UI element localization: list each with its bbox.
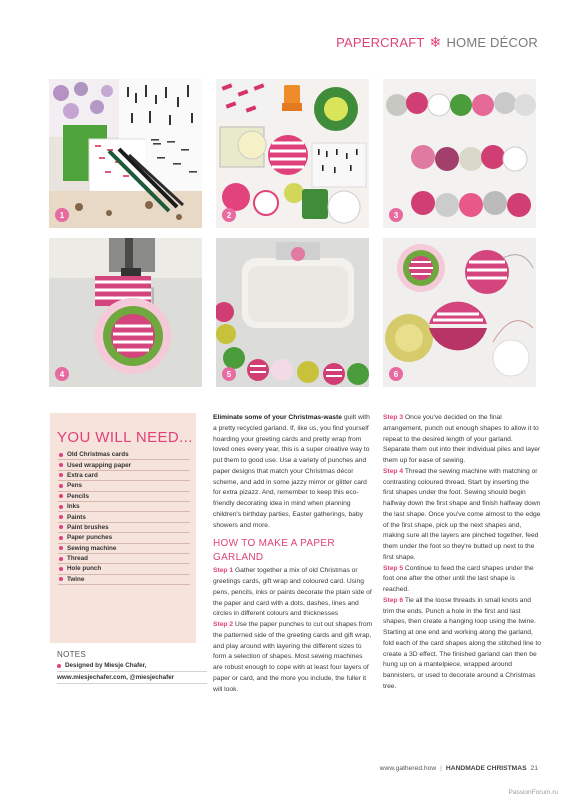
list-item: Sewing machine <box>58 544 190 554</box>
page-number: 21 <box>530 765 538 772</box>
list-item: Paper punches <box>58 533 190 543</box>
step-number-badge: 1 <box>55 208 69 222</box>
notes-box <box>57 660 207 684</box>
step-number-badge: 6 <box>389 367 403 381</box>
section-label: PAPERCRAFT <box>336 35 425 50</box>
notes-line: www.miesjechafer.com, @miesjechafer <box>57 672 207 684</box>
bullet-icon <box>59 546 63 550</box>
list-item: Pens <box>58 481 190 491</box>
bullet-icon <box>59 536 63 540</box>
magazine-name: HANDMADE CHRISTMAS <box>445 765 527 772</box>
list-item: Thread <box>58 554 190 564</box>
bullet-icon <box>59 453 63 457</box>
list-item: Hole punch <box>58 564 190 574</box>
bullet-icon <box>59 505 63 509</box>
bullet-icon <box>57 664 61 668</box>
snowflake-icon: ❄ <box>429 34 442 50</box>
photo-step-3 <box>383 79 536 228</box>
footer-url: www.gathered.how <box>379 765 437 772</box>
list-item: Paint brushes <box>58 523 190 533</box>
list-item: Used wrapping paper <box>58 460 190 470</box>
step-1: Step 1 Gather together a mix of old Christmas or greetings cards, gift wrap and coloured card. Using pens, pencils, inks or paints decorate the plain side of the paper and card with a dots, dashes, lines and circles in different colours and thicknesses <box>213 567 372 618</box>
step-number-badge: 3 <box>389 208 403 222</box>
notes-line: Designed by Miesje Chafer, <box>57 660 207 672</box>
footer-divider: | <box>440 765 442 772</box>
article-column-1 <box>213 413 373 695</box>
step-number-badge: 4 <box>55 367 69 381</box>
photo-step-2 <box>216 79 369 228</box>
bullet-icon <box>59 557 63 561</box>
section-header <box>336 34 538 51</box>
page-footer <box>380 765 538 772</box>
intro-paragraph: Eliminate some of your Christmas-waste guilt with a pretty recycled garland. If, like us, you find yourself hoarding your greeting cards and pretty wrap from loved ones every year, this is a super creative way to put them to good use. Use a variety of punches and paper designs that match your Christmas décor scheme, and add in some jazzy mirror or glitter card for extra pizazz. And, remember to keep this eco-friendly decorating idea in mind when planning children's birthday parties, Easter gatherings, baby showers and more. <box>213 414 370 529</box>
step-2: Step 2 Use the paper punches to cut out shapes from the patterned side of the greeting cards and gift wrap, and play around with layering the different sizes to form a selection of shapes. Most sewing machines are robust enough to cope with at least four layers of paper or card, and the more you include, the fuller it will look. <box>213 621 373 693</box>
bullet-icon <box>59 577 63 581</box>
list-item: Twine <box>58 575 190 585</box>
howto-heading: HOW TO MAKE A PAPER GARLAND <box>213 538 335 564</box>
step-3: Step 3 Once you've decided on the final arrangement, punch out enough shapes to allow it to repeat to the desired length of your garland. Separate them out into their individual piles and layer them up for ease of sewing. <box>383 414 541 464</box>
subsection-label: HOME DÉCOR <box>446 35 538 50</box>
step-number-badge: 5 <box>222 367 236 381</box>
photo-step-6 <box>383 238 536 387</box>
you-will-need-heading: YOU WILL NEED... <box>57 429 193 446</box>
list-item: Old Christmas cards <box>58 450 190 460</box>
bullet-icon <box>59 494 63 498</box>
list-item: Extra card <box>58 471 190 481</box>
list-item: Paints <box>58 512 190 522</box>
you-will-need-box <box>50 413 196 643</box>
photo-step-1 <box>49 79 202 228</box>
bullet-icon <box>59 515 63 519</box>
photo-step-4 <box>49 238 202 387</box>
step-4: Step 4 Thread the sewing machine with matching or contrasting coloured thread. Start by inserting the first shapes under the foot. Sewing should begin halfway down the first shape and finish halfway down the last shape. Once you've come almost to the edge of the first shape, pick up the next shapes and, making sure all the layers are pinched together, feed them under the foot so they're butted up next to the first shape. <box>383 467 541 561</box>
notes-heading: NOTES <box>57 650 87 659</box>
photo-step-5 <box>216 238 369 387</box>
bullet-icon <box>59 463 63 467</box>
bullet-icon <box>59 567 63 571</box>
materials-list <box>58 450 190 585</box>
step-5: Step 5 Continue to feed the card shapes under the foot one after the other until the last shape is reached. <box>383 564 534 593</box>
bullet-icon <box>59 525 63 529</box>
article-column-2 <box>383 413 541 693</box>
list-item: Pencils <box>58 492 190 502</box>
list-item: Inks <box>58 502 190 512</box>
step-number-badge: 2 <box>222 208 236 222</box>
bullet-icon <box>59 484 63 488</box>
bullet-icon <box>59 473 63 477</box>
watermark: PassionForum.ru <box>508 789 558 796</box>
step-6: Step 6 Tie all the loose threads in small knots and trim the ends. Punch a hole in the first and last shapes, then create a hanging loop using the twine. Starting at one end and working along the garland, fold each of the card shapes along the stitched line to create a 3D effect. The finished garland can then be hung up on a mantelpiece, wrapped around bannisters, or used to decorate around a Christmas tree. <box>383 596 542 690</box>
